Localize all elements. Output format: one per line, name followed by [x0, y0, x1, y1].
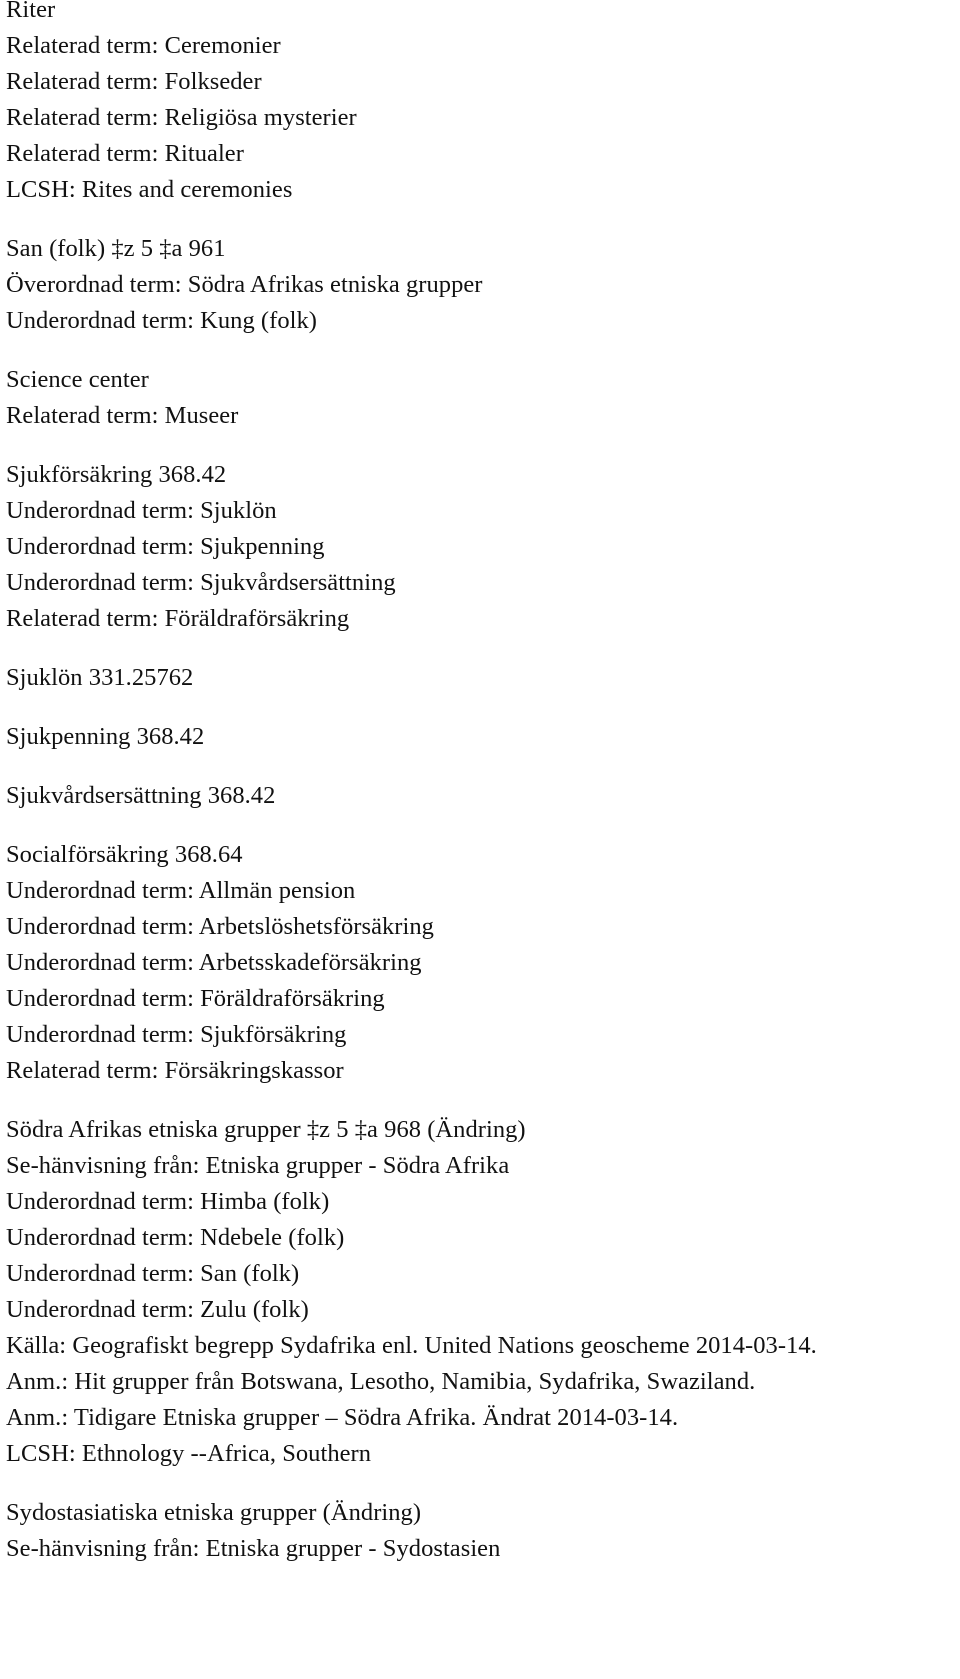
term-heading: Sydostasiatiska etniska grupper (Ändring) — [6, 1499, 422, 1526]
narrower-term-line: Underordnad term: Kung (folk) — [6, 307, 318, 334]
term-entry — [6, 660, 956, 696]
narrower-term-line: Underordnad term: Arbetslöshetsförsäkring — [6, 913, 434, 940]
see-reference-line: Se-hänvisning från: Etniska grupper - Södra Afrika — [6, 1152, 510, 1179]
note-line: Anm.: Hit grupper från Botswana, Lesotho, Namibia, Sydafrika, Swaziland. — [6, 1368, 756, 1395]
narrower-term-line: Underordnad term: Zulu (folk) — [6, 1296, 309, 1323]
see-reference-line: Se-hänvisning från: Etniska grupper - Sydostasien — [6, 1535, 501, 1562]
term-entry — [6, 0, 956, 208]
narrower-term-line: Underordnad term: Föräldraförsäkring — [6, 985, 385, 1012]
term-heading: Socialförsäkring 368.64 — [6, 841, 243, 868]
lcsh-line: LCSH: Ethnology --Africa, Southern — [6, 1440, 372, 1467]
term-heading: Sjukförsäkring 368.42 — [6, 461, 227, 488]
related-term-line: Relaterad term: Ritualer — [6, 140, 244, 167]
related-term-line: Relaterad term: Föräldraförsäkring — [6, 605, 350, 632]
thesaurus-document — [6, 0, 956, 1567]
term-heading: Södra Afrikas etniska grupper ‡z 5 ‡a 968 (Ändring) — [6, 1116, 526, 1143]
term-entry — [6, 1495, 956, 1567]
related-term-line: Relaterad term: Ceremonier — [6, 32, 281, 59]
related-term-line: Relaterad term: Religiösa mysterier — [6, 104, 357, 131]
broader-term-line: Överordnad term: Södra Afrikas etniska grupper — [6, 271, 483, 298]
related-term-line: Relaterad term: Folkseder — [6, 68, 262, 95]
narrower-term-line: Underordnad term: Ndebele (folk) — [6, 1224, 345, 1251]
term-entry — [6, 719, 956, 755]
term-entry — [6, 362, 956, 434]
source-line: Källa: Geografiskt begrepp Sydafrika enl. United Nations geoscheme 2014-03-14. — [6, 1332, 817, 1359]
narrower-term-line: Underordnad term: Sjukpenning — [6, 533, 325, 560]
related-term-line: Relaterad term: Försäkringskassor — [6, 1057, 344, 1084]
term-heading: Science center — [6, 366, 149, 393]
related-term-line: Relaterad term: Museer — [6, 402, 239, 429]
narrower-term-line: Underordnad term: Sjuklön — [6, 497, 277, 524]
narrower-term-line: Underordnad term: Arbetsskadeförsäkring — [6, 949, 422, 976]
term-heading: Sjukpenning 368.42 — [6, 723, 205, 750]
term-entry — [6, 837, 956, 1089]
term-heading: Riter — [6, 0, 56, 23]
term-entry — [6, 231, 956, 339]
term-entry — [6, 1112, 956, 1472]
narrower-term-line: Underordnad term: Sjukförsäkring — [6, 1021, 347, 1048]
narrower-term-line: Underordnad term: Allmän pension — [6, 877, 356, 904]
narrower-term-line: Underordnad term: Himba (folk) — [6, 1188, 330, 1215]
term-entry — [6, 778, 956, 814]
narrower-term-line: Underordnad term: San (folk) — [6, 1260, 300, 1287]
term-heading: San (folk) ‡z 5 ‡a 961 — [6, 235, 226, 262]
term-heading: Sjuklön 331.25762 — [6, 664, 194, 691]
lcsh-line: LCSH: Rites and ceremonies — [6, 176, 293, 203]
narrower-term-line: Underordnad term: Sjukvårdsersättning — [6, 569, 396, 596]
term-heading: Sjukvårdsersättning 368.42 — [6, 782, 276, 809]
term-entry — [6, 457, 956, 637]
note-line: Anm.: Tidigare Etniska grupper – Södra Afrika. Ändrat 2014-03-14. — [6, 1404, 679, 1431]
